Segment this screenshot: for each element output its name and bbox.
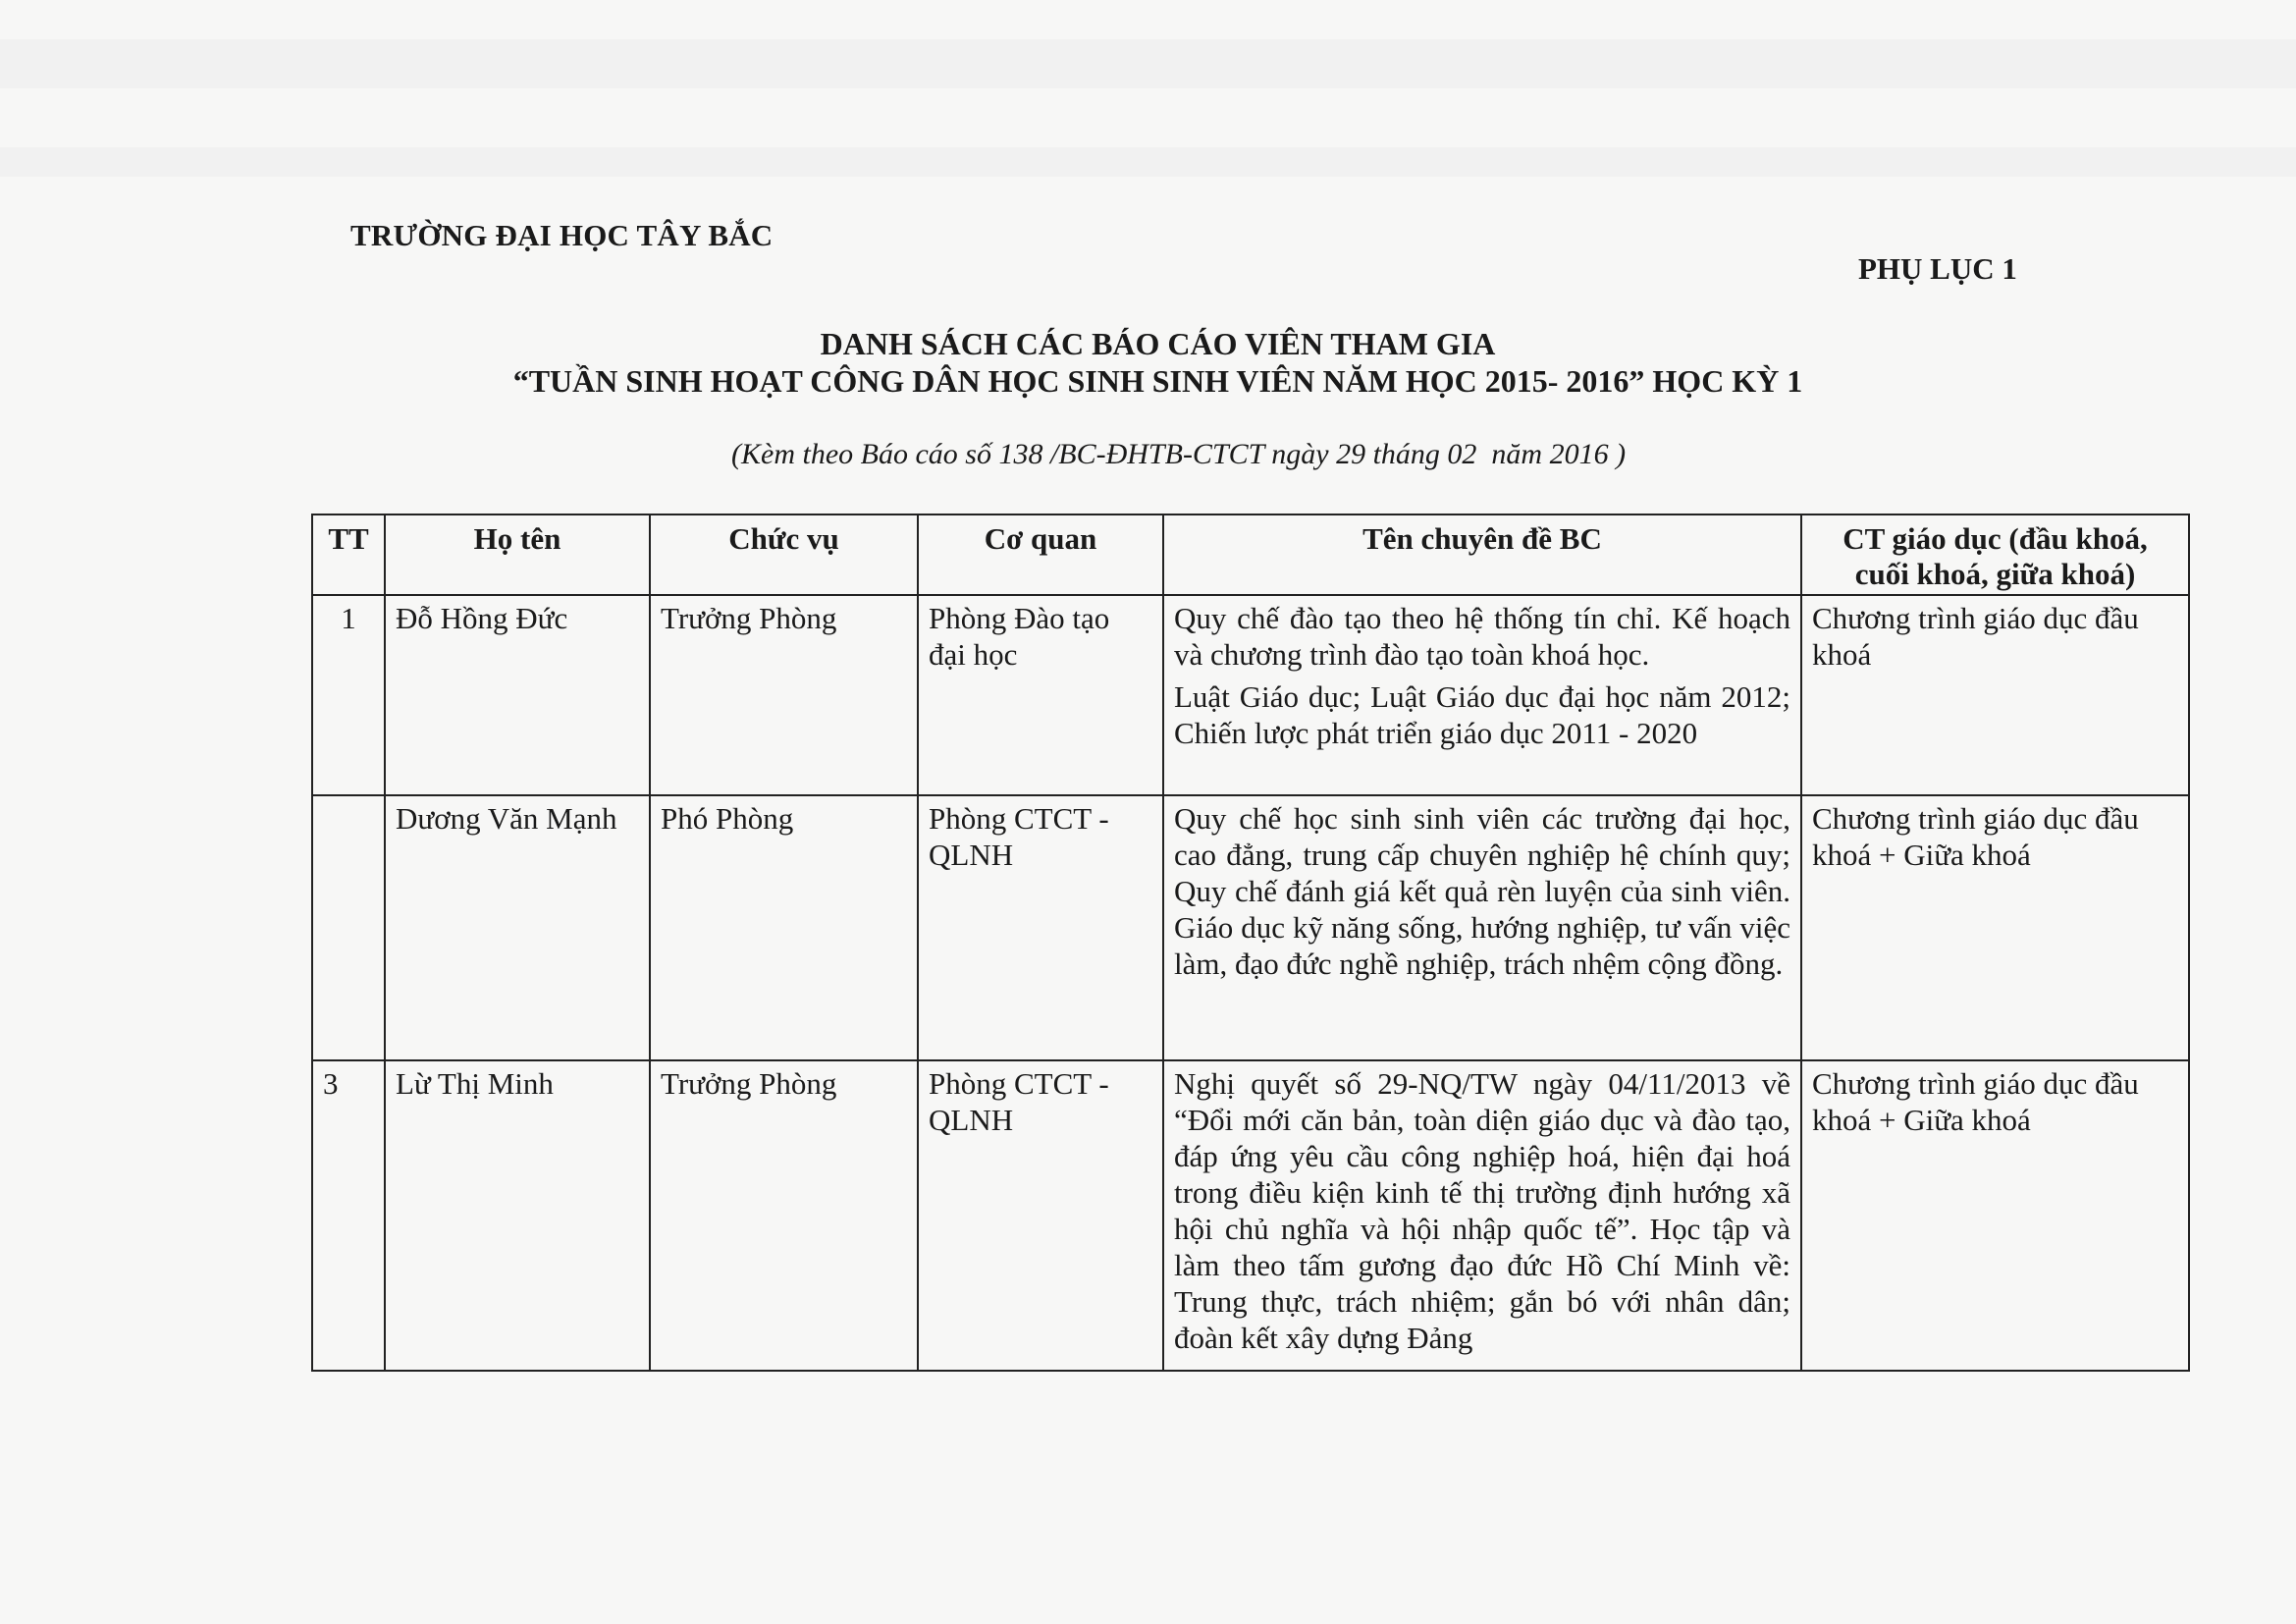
- topic-paragraph: Quy chế học sinh sinh viên các trường đại học, cao đẳng, trung cấp chuyên nghiệp hệ chính quy; Quy chế đánh giá kết quả rèn luyện của sinh viên. Giáo dục kỹ năng sống, hướng nghiệp, tư vấn việc làm, đạo đức nghề nghiệp, trách nhệm cộng đồng.: [1174, 801, 1790, 981]
- table-row: [312, 1060, 2189, 1371]
- table-header-row: [312, 514, 2189, 595]
- cell-agency: Phòng CTCT - QLNH: [918, 1060, 1163, 1371]
- cell-position: Phó Phòng: [650, 795, 918, 1060]
- header-agency: Cơ quan: [918, 514, 1163, 595]
- cell-agency: Phòng CTCT - QLNH: [918, 795, 1163, 1060]
- cell-program: Chương trình giáo dục đầu khoá + Giữa khoá: [1801, 1060, 2189, 1371]
- document-title-line2: “TUẦN SINH HOẠT CÔNG DÂN HỌC SINH SINH VIÊN NĂM HỌC 2015- 2016” HỌC KỲ 1: [512, 363, 1803, 399]
- cell-topic: [1163, 795, 1801, 1060]
- cell-name: Đỗ Hồng Đức: [385, 595, 650, 795]
- cell-name: Lừ Thị Minh: [385, 1060, 650, 1371]
- header-program: CT giáo dục (đầu khoá, cuối khoá, giữa khoá): [1801, 514, 2189, 595]
- cell-position: Trưởng Phòng: [650, 595, 918, 795]
- document-title: DANH SÁCH CÁC BÁO CÁO VIÊN THAM GIA: [820, 326, 1496, 361]
- topic-paragraph: Luật Giáo dục; Luật Giáo dục đại học năm 2012; Chiến lược phát triển giáo dục 2011 - 2020: [1174, 679, 1790, 750]
- cell-program: Chương trình giáo dục đầu khoá + Giữa khoá: [1801, 795, 2189, 1060]
- school-name: TRƯỜNG ĐẠI HỌC TÂY BẮC: [350, 218, 774, 252]
- cell-tt: 1: [312, 595, 385, 795]
- cell-program: Chương trình giáo dục đầu khoá: [1801, 595, 2189, 795]
- cell-agency: Phòng Đào tạo đại học: [918, 595, 1163, 795]
- header-position: Chức vụ: [650, 514, 918, 595]
- table-row: [312, 595, 2189, 795]
- cell-topic: [1163, 1060, 1801, 1371]
- table-row: [312, 795, 2189, 1060]
- topic-paragraph: Quy chế đào tạo theo hệ thống tín chỉ. Kế hoạch và chương trình đào tạo toàn khoá học.: [1174, 601, 1790, 672]
- document-subtitle: (Kèm theo Báo cáo số 138 /BC-ĐHTB-CTCT ngày 29 tháng 02 năm 2016 ): [731, 438, 1627, 470]
- topic-paragraph: Nghị quyết số 29-NQ/TW ngày 04/11/2013 về “Đổi mới căn bản, toàn diện giáo dục và đào tạo, đáp ứng yêu cầu công nghiệp hoá, hiện đại hoá trong điều kiện kinh tế thị trường định hướng xã hội chủ nghĩa và hội nhập quốc tế”. Học tập và làm theo tấm gương đạo đức Hồ Chí Minh về: Trung thực, trách nhiệm; gắn bó với nhân dân; đoàn kết xây dựng Đảng: [1174, 1066, 1790, 1355]
- cell-tt: 3: [312, 1060, 385, 1371]
- cell-name: Dương Văn Mạnh: [385, 795, 650, 1060]
- scan-artifact: [0, 39, 2296, 88]
- scan-artifact: [0, 147, 2296, 177]
- cell-tt: [312, 795, 385, 1060]
- cell-position: Trưởng Phòng: [650, 1060, 918, 1371]
- header-topic: Tên chuyên đề BC: [1163, 514, 1801, 595]
- header-name: Họ tên: [385, 514, 650, 595]
- header-tt: TT: [312, 514, 385, 595]
- speaker-table: [311, 514, 2190, 1372]
- appendix-label: PHỤ LỤC 1: [1858, 251, 2017, 286]
- cell-topic: [1163, 595, 1801, 795]
